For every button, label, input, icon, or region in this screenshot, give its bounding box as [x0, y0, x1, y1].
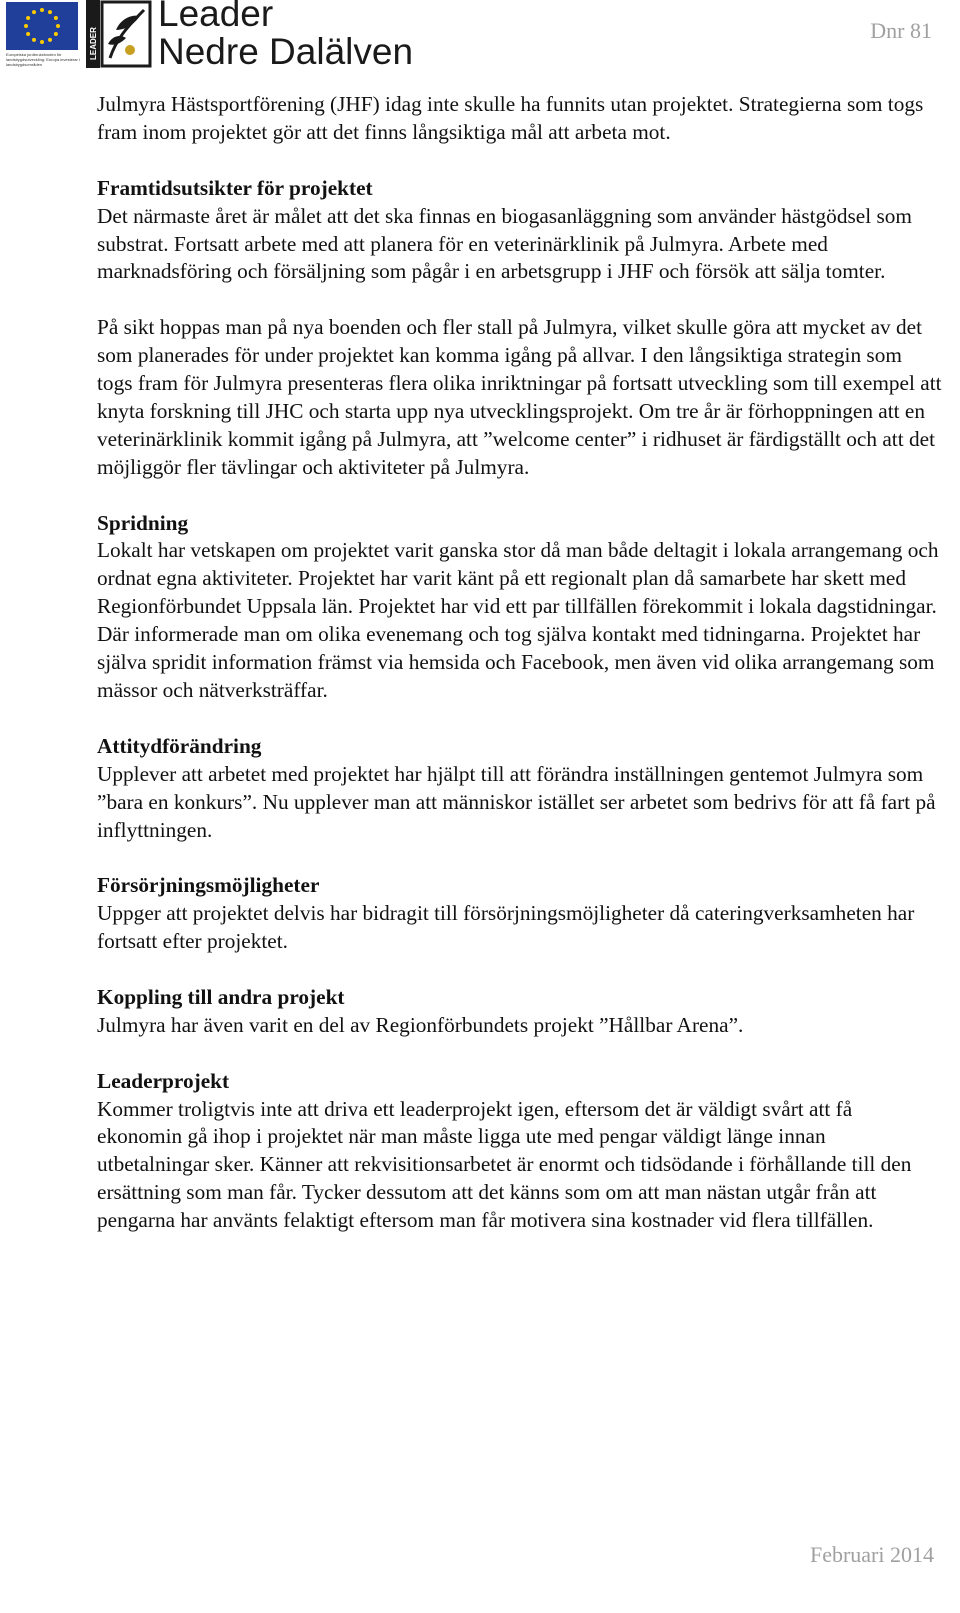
leader-vertical-label: LEADER	[89, 27, 98, 60]
section-heading-spridning: Spridning	[97, 510, 189, 535]
eu-caption: Europeiska jordbruksfonden för landsbygdsutveckling: Europa investerar i landsbygdsområden	[6, 52, 80, 67]
section-heading-attitydforandring: Attitydförändring	[97, 733, 262, 758]
document-body	[97, 91, 942, 1263]
section-paragraph: Kommer troligtvis inte att driva ett leaderprojekt igen, eftersom det är väldigt svårt att få ekonomin gå ihop i projektet när man måste ligga ute med pengar väldigt länge innan utbetalningar sker. Känner att rekvisitionsarbetet är enormt och tidsödande i förhållande till den ersättning som man får. Tycker dessutom att det känns som om att man nästan utgår från att pengarna har använts felaktigt eftersom man får motivera sina kostnader vid flera tillfällen.	[97, 1096, 912, 1233]
page-header	[0, 0, 960, 80]
intro-paragraph: Julmyra Hästsportförening (JHF) idag inte skulle ha funnits utan projektet. Strategierna som togs fram inom projektet gör att det finns långsiktiga mål att arbeta mot.	[97, 92, 924, 144]
brand-title-line1: Leader	[158, 0, 274, 34]
section-paragraph: Upplever att arbetet med projektet har hjälpt till att förändra inställningen gentemot Julmyra som ”bara en konkurs”. Nu upplever man att människor istället ser arbetet som bedrivs för att få fart på inflyttningen.	[97, 761, 936, 842]
section-heading-leaderprojekt: Leaderprojekt	[97, 1068, 230, 1093]
section-paragraph: På sikt hoppas man på nya boenden och fler stall på Julmyra, vilket skulle göra att mycket av det som planerades för under projektet kan komma igång på allvar. I den långsiktiga strategin som togs fram för Julmyra presenteras flera olika inriktningar på fortsatt utveckling som till exempel att knyta forskning till JHC och starta upp nya utvecklingsprojekt. Om tre år är förhoppningen att en veterinärklinik kommit igång på Julmyra, att ”welcome center” i ridhuset är färdigställt och att det möjliggör fler tävlingar och aktiviteter på Julmyra.	[97, 315, 942, 479]
section-paragraph: Det närmaste året är målet att det ska finnas en biogasanläggning som använder hästgödsel som substrat. Fortsatt arbete med att planera för en veterinärklinik på Julmyra. Arbete med marknadsföring och försäljning som pågår i en arbetsgrupp i JHF och försök att sälja tomter.	[97, 203, 912, 284]
section-paragraph: Julmyra har även varit en del av Regionförbundets projekt ”Hållbar Arena”.	[97, 1012, 744, 1037]
section-heading-forsorjningsmojligheter: Försörjningsmöjligheter	[97, 873, 320, 898]
eu-flag-logo	[6, 2, 78, 50]
footer-date: Februari 2014	[809, 1542, 934, 1567]
brand-title-line2: Nedre Dalälven	[158, 31, 414, 72]
section-paragraph: Uppger att projektet delvis har bidragit till försörjningsmöjligheter då cateringverksamheten har fortsatt efter projektet.	[97, 901, 915, 954]
section-heading-koppling: Koppling till andra projekt	[97, 984, 345, 1009]
section-paragraph: Lokalt har vetskapen om projektet varit ganska stor då man både deltagit i lokala arrangemang och ordnat egna aktiviteter. Projektet har varit känt på ett regionalt plan då samarbete har skett med Regionförbundet Uppsala län. Projektet har vid ett par tillfällen förekommit i lokala dagstidningar. Där informerade man om olika evenemang och tog själva kontakt med tidningarna. Projektet har själva spridit information främst via hemsida och Facebook, men även vid olika arrangemang som mässor och nätverksträffar.	[97, 538, 939, 702]
document-number: Dnr 81	[870, 18, 932, 43]
leader-logo-icon	[86, 0, 152, 68]
section-heading-framtidsutsikter: Framtidsutsikter för projektet	[97, 175, 373, 200]
